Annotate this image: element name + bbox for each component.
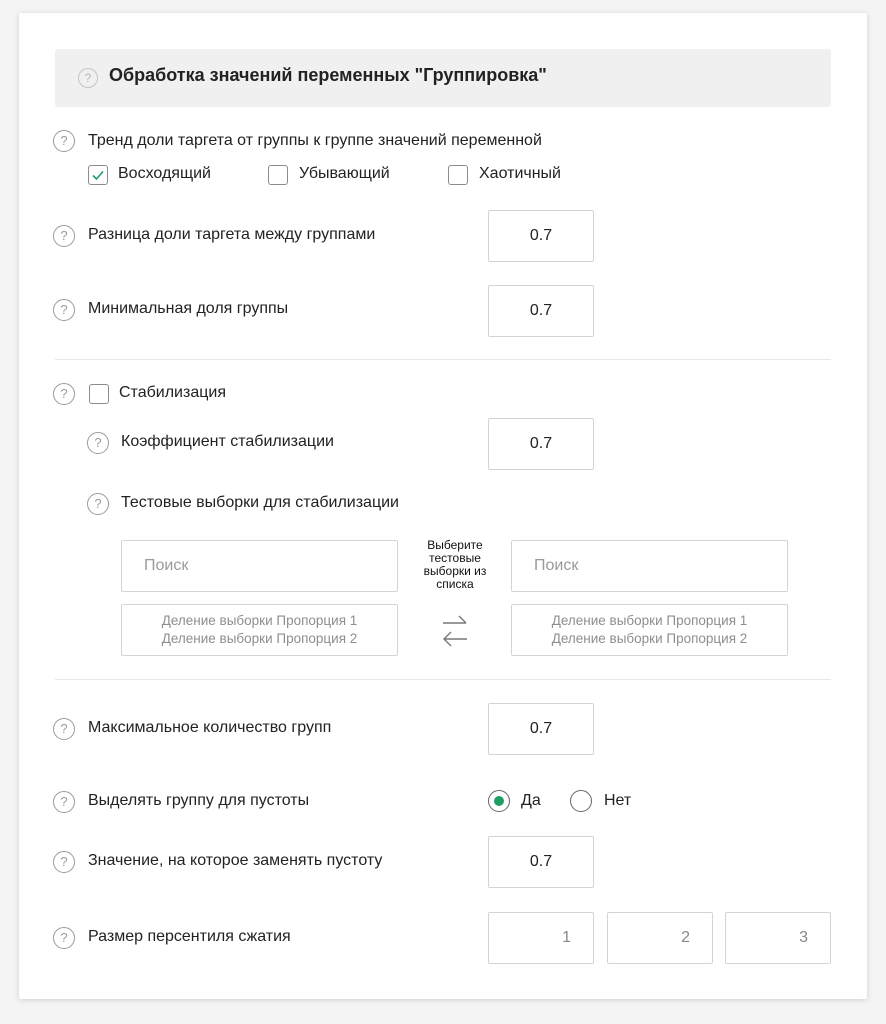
check-icon — [91, 168, 105, 182]
right-sample-list[interactable] — [511, 604, 788, 656]
checkbox-chaotic-label: Хаотичный — [479, 165, 561, 182]
trend-label: Тренд доли таргета от группы к группе значений переменной — [88, 132, 542, 149]
target-diff-input[interactable]: 0.7 — [488, 210, 594, 262]
help-icon[interactable]: ? — [53, 299, 75, 321]
test-samples-label: Тестовые выборки для стабилизации — [121, 494, 399, 511]
right-search-input[interactable]: Поиск — [511, 540, 788, 592]
target-diff-label: Разница доли таргета между группами — [88, 226, 376, 243]
help-icon[interactable]: ? — [78, 68, 98, 88]
radio-selected-dot — [494, 796, 504, 806]
empty-group-label: Выделять группу для пустоты — [88, 792, 310, 809]
help-icon[interactable]: ? — [53, 927, 75, 949]
help-icon[interactable]: ? — [53, 130, 75, 152]
radio-yes-label: Да — [521, 792, 541, 809]
section-title: Обработка значений переменных "Группировка" — [109, 65, 547, 85]
empty-value-input[interactable]: 0.7 — [488, 836, 594, 888]
transfer-hint: Выберите тестовые выборки из списка — [423, 538, 487, 591]
percentile-label: Размер персентиля сжатия — [88, 928, 291, 945]
help-icon[interactable]: ? — [53, 791, 75, 813]
radio-no-label: Нет — [604, 792, 632, 809]
transfer-arrows-icon[interactable] — [440, 611, 470, 656]
percentile-input-1[interactable]: 1 — [488, 912, 594, 964]
checkbox-descending-label: Убывающий — [299, 165, 390, 182]
help-icon[interactable]: ? — [53, 718, 75, 740]
empty-value-label: Значение, на которое заменять пустоту — [88, 852, 383, 869]
checkbox-ascending-label: Восходящий — [118, 165, 211, 182]
checkbox-stabilization[interactable] — [89, 384, 109, 404]
left-search-input[interactable]: Поиск — [121, 540, 398, 592]
radio-yes[interactable] — [488, 790, 510, 812]
help-icon[interactable]: ? — [87, 432, 109, 454]
divider — [55, 679, 831, 680]
settings-panel — [19, 13, 867, 999]
percentile-input-2[interactable]: 2 — [607, 912, 713, 964]
list-item[interactable]: Деление выборки Пропорция 1 — [551, 613, 748, 628]
stabilization-label: Стабилизация — [119, 384, 226, 401]
checkbox-descending[interactable] — [268, 165, 288, 185]
max-groups-label: Максимальное количество групп — [88, 719, 332, 736]
help-icon[interactable]: ? — [87, 493, 109, 515]
min-group-share-input[interactable]: 0.7 — [488, 285, 594, 337]
help-icon[interactable]: ? — [53, 851, 75, 873]
stabilization-coef-label: Коэффициент стабилизации — [121, 433, 334, 450]
help-icon[interactable]: ? — [53, 383, 75, 405]
list-item[interactable]: Деление выборки Пропорция 1 — [161, 613, 358, 628]
left-sample-list[interactable] — [121, 604, 398, 656]
percentile-input-3[interactable]: 3 — [725, 912, 831, 964]
list-item[interactable]: Деление выборки Пропорция 2 — [551, 631, 748, 646]
radio-no[interactable] — [570, 790, 592, 812]
checkbox-ascending[interactable] — [88, 165, 108, 185]
max-groups-input[interactable]: 0.7 — [488, 703, 594, 755]
divider — [55, 359, 831, 360]
min-group-share-label: Минимальная доля группы — [88, 300, 289, 317]
help-icon[interactable]: ? — [53, 225, 75, 247]
list-item[interactable]: Деление выборки Пропорция 2 — [161, 631, 358, 646]
checkbox-chaotic[interactable] — [448, 165, 468, 185]
stabilization-coef-input[interactable]: 0.7 — [488, 418, 594, 470]
